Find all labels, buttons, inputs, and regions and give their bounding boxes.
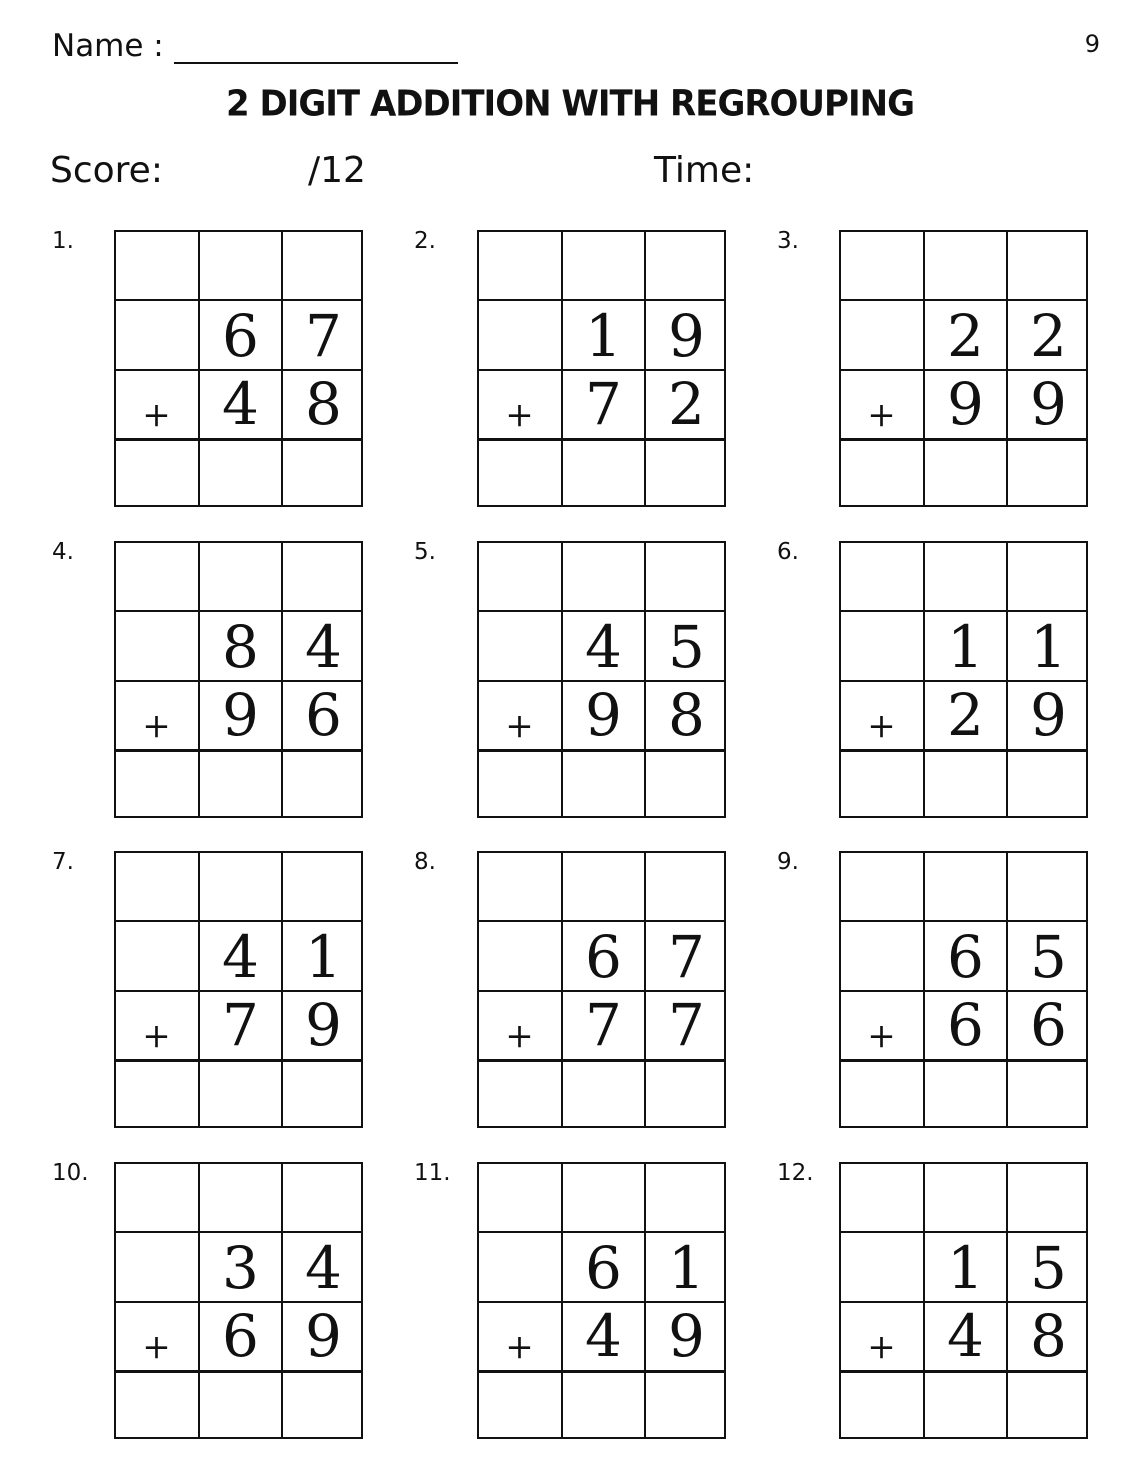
bottom-digit: 8 bbox=[1030, 1301, 1067, 1370]
problem-box bbox=[114, 541, 363, 818]
plus-sign: + bbox=[867, 1016, 896, 1056]
answer-cell[interactable] bbox=[199, 1372, 280, 1439]
carry-cell[interactable] bbox=[841, 1164, 922, 1231]
carry-cell[interactable] bbox=[562, 543, 643, 610]
carry-cell[interactable] bbox=[116, 853, 197, 920]
problem-box bbox=[114, 230, 363, 507]
problem-number: 3. bbox=[777, 228, 799, 254]
page-number: 9 bbox=[1084, 30, 1100, 58]
carry-cell[interactable] bbox=[924, 232, 1005, 299]
problem-box bbox=[839, 541, 1088, 818]
carry-cell[interactable] bbox=[199, 543, 280, 610]
bottom-digit: 6 bbox=[947, 990, 984, 1059]
carry-cell[interactable] bbox=[562, 1164, 643, 1231]
top-digit: 6 bbox=[585, 923, 622, 992]
problem-box bbox=[839, 230, 1088, 507]
problem-box bbox=[477, 1162, 726, 1439]
top-digit: 1 bbox=[585, 302, 622, 371]
carry-cell[interactable] bbox=[1007, 1164, 1088, 1231]
top-digit: 6 bbox=[947, 923, 984, 992]
problem-box bbox=[114, 1162, 363, 1439]
bottom-digit: 7 bbox=[585, 369, 622, 438]
top-digit: 2 bbox=[1030, 302, 1067, 371]
top-digit: 4 bbox=[305, 613, 342, 682]
carry-cell[interactable] bbox=[841, 232, 922, 299]
problem-box bbox=[114, 851, 363, 1128]
bottom-digit: 7 bbox=[668, 990, 705, 1059]
problem-number: 12. bbox=[777, 1160, 814, 1186]
top-digit: 1 bbox=[668, 1234, 705, 1303]
carry-cell[interactable] bbox=[1007, 853, 1088, 920]
problem-number: 10. bbox=[52, 1160, 89, 1186]
problem-number: 11. bbox=[414, 1160, 451, 1186]
problem-number: 4. bbox=[52, 539, 74, 565]
bottom-digit: 2 bbox=[947, 680, 984, 749]
top-digit: 3 bbox=[222, 1234, 259, 1303]
plus-sign: + bbox=[142, 395, 171, 435]
carry-cell[interactable] bbox=[479, 1164, 560, 1231]
answer-cell[interactable] bbox=[924, 1372, 1005, 1439]
plus-sign: + bbox=[867, 706, 896, 746]
bottom-digit: 9 bbox=[305, 990, 342, 1059]
bottom-digit: 9 bbox=[1030, 369, 1067, 438]
carry-cell[interactable] bbox=[924, 853, 1005, 920]
top-digit: 5 bbox=[1030, 923, 1067, 992]
bottom-digit: 8 bbox=[305, 369, 342, 438]
answer-cell[interactable] bbox=[924, 751, 1005, 818]
carry-cell[interactable] bbox=[199, 1164, 280, 1231]
carry-cell[interactable] bbox=[841, 853, 922, 920]
carry-cell[interactable] bbox=[199, 232, 280, 299]
problem-number: 7. bbox=[52, 849, 74, 875]
carry-cell[interactable] bbox=[199, 853, 280, 920]
answer-cell[interactable] bbox=[645, 440, 726, 507]
carry-cell[interactable] bbox=[645, 1164, 726, 1231]
answer-cell[interactable] bbox=[1007, 1372, 1088, 1439]
carry-cell[interactable] bbox=[282, 1164, 363, 1231]
plus-sign: + bbox=[867, 395, 896, 435]
answer-cell[interactable] bbox=[645, 751, 726, 818]
top-digit: 6 bbox=[585, 1234, 622, 1303]
problem-box bbox=[839, 851, 1088, 1128]
top-digit: 1 bbox=[947, 613, 984, 682]
answer-cell[interactable] bbox=[282, 751, 363, 818]
carry-cell[interactable] bbox=[479, 543, 560, 610]
problem-number: 5. bbox=[414, 539, 436, 565]
answer-cell[interactable] bbox=[562, 440, 643, 507]
carry-cell[interactable] bbox=[841, 543, 922, 610]
problem-box bbox=[477, 541, 726, 818]
plus-sign: + bbox=[867, 1327, 896, 1367]
answer-cell[interactable] bbox=[199, 1061, 280, 1128]
carry-cell[interactable] bbox=[479, 232, 560, 299]
plus-sign: + bbox=[142, 1327, 171, 1367]
answer-cell[interactable] bbox=[282, 440, 363, 507]
answer-cell[interactable] bbox=[199, 751, 280, 818]
answer-cell[interactable] bbox=[282, 1061, 363, 1128]
answer-cell[interactable] bbox=[562, 1061, 643, 1128]
answer-cell[interactable] bbox=[562, 751, 643, 818]
top-digit: 4 bbox=[222, 923, 259, 992]
answer-cell[interactable] bbox=[1007, 751, 1088, 818]
plus-sign: + bbox=[505, 1327, 534, 1367]
plus-sign: + bbox=[142, 706, 171, 746]
score-label: Score: bbox=[50, 150, 163, 191]
carry-cell[interactable] bbox=[116, 1164, 197, 1231]
carry-cell[interactable] bbox=[1007, 232, 1088, 299]
bottom-digit: 9 bbox=[222, 680, 259, 749]
plus-sign: + bbox=[505, 395, 534, 435]
bottom-digit: 4 bbox=[947, 1301, 984, 1370]
carry-cell[interactable] bbox=[924, 1164, 1005, 1231]
plus-sign: + bbox=[505, 1016, 534, 1056]
top-digit: 2 bbox=[947, 302, 984, 371]
answer-cell[interactable] bbox=[645, 1372, 726, 1439]
score-total: /12 bbox=[308, 150, 366, 191]
name-blank-line[interactable] bbox=[174, 32, 458, 64]
bottom-digit: 9 bbox=[1030, 680, 1067, 749]
top-digit: 7 bbox=[305, 302, 342, 371]
carry-cell[interactable] bbox=[1007, 543, 1088, 610]
carry-cell[interactable] bbox=[282, 543, 363, 610]
carry-cell[interactable] bbox=[562, 853, 643, 920]
name-label bbox=[52, 28, 458, 64]
answer-cell[interactable] bbox=[1007, 1061, 1088, 1128]
plus-sign: + bbox=[505, 706, 534, 746]
top-digit: 1 bbox=[1030, 613, 1067, 682]
top-digit: 4 bbox=[305, 1234, 342, 1303]
bottom-digit: 6 bbox=[1030, 990, 1067, 1059]
carry-cell[interactable] bbox=[924, 543, 1005, 610]
carry-cell[interactable] bbox=[282, 232, 363, 299]
bottom-digit: 9 bbox=[668, 1301, 705, 1370]
bottom-digit: 9 bbox=[947, 369, 984, 438]
carry-cell[interactable] bbox=[645, 543, 726, 610]
top-digit: 1 bbox=[947, 1234, 984, 1303]
answer-cell[interactable] bbox=[562, 1372, 643, 1439]
carry-cell[interactable] bbox=[645, 232, 726, 299]
problem-number: 2. bbox=[414, 228, 436, 254]
answer-cell[interactable] bbox=[199, 440, 280, 507]
top-digit: 9 bbox=[668, 302, 705, 371]
answer-cell[interactable] bbox=[924, 440, 1005, 507]
problem-number: 8. bbox=[414, 849, 436, 875]
bottom-digit: 6 bbox=[222, 1301, 259, 1370]
top-digit: 6 bbox=[222, 302, 259, 371]
answer-cell[interactable] bbox=[645, 1061, 726, 1128]
time-label: Time: bbox=[654, 150, 755, 191]
bottom-digit: 6 bbox=[305, 680, 342, 749]
bottom-digit: 9 bbox=[305, 1301, 342, 1370]
worksheet-title: 2 DIGIT ADDITION WITH REGROUPING bbox=[226, 83, 914, 125]
carry-cell[interactable] bbox=[645, 853, 726, 920]
bottom-digit: 9 bbox=[585, 680, 622, 749]
bottom-digit: 7 bbox=[585, 990, 622, 1059]
top-digit: 5 bbox=[668, 613, 705, 682]
carry-cell[interactable] bbox=[116, 232, 197, 299]
top-digit: 1 bbox=[305, 923, 342, 992]
bottom-digit: 7 bbox=[222, 990, 259, 1059]
carry-cell[interactable] bbox=[282, 853, 363, 920]
problem-number: 1. bbox=[52, 228, 74, 254]
plus-sign: + bbox=[142, 1016, 171, 1056]
problem-box bbox=[839, 1162, 1088, 1439]
top-digit: 8 bbox=[222, 613, 259, 682]
answer-cell[interactable] bbox=[282, 1372, 363, 1439]
bottom-digit: 4 bbox=[585, 1301, 622, 1370]
problem-box bbox=[477, 230, 726, 507]
bottom-digit: 4 bbox=[222, 369, 259, 438]
top-digit: 4 bbox=[585, 613, 622, 682]
carry-cell[interactable] bbox=[116, 543, 197, 610]
problem-box bbox=[477, 851, 726, 1128]
bottom-digit: 2 bbox=[668, 369, 705, 438]
problem-number: 9. bbox=[777, 849, 799, 875]
carry-cell[interactable] bbox=[562, 232, 643, 299]
top-digit: 5 bbox=[1030, 1234, 1067, 1303]
answer-cell[interactable] bbox=[924, 1061, 1005, 1128]
bottom-digit: 8 bbox=[668, 680, 705, 749]
top-digit: 7 bbox=[668, 923, 705, 992]
carry-cell[interactable] bbox=[479, 853, 560, 920]
answer-cell[interactable] bbox=[1007, 440, 1088, 507]
problem-number: 6. bbox=[777, 539, 799, 565]
name-label-text: Name : bbox=[52, 28, 164, 64]
